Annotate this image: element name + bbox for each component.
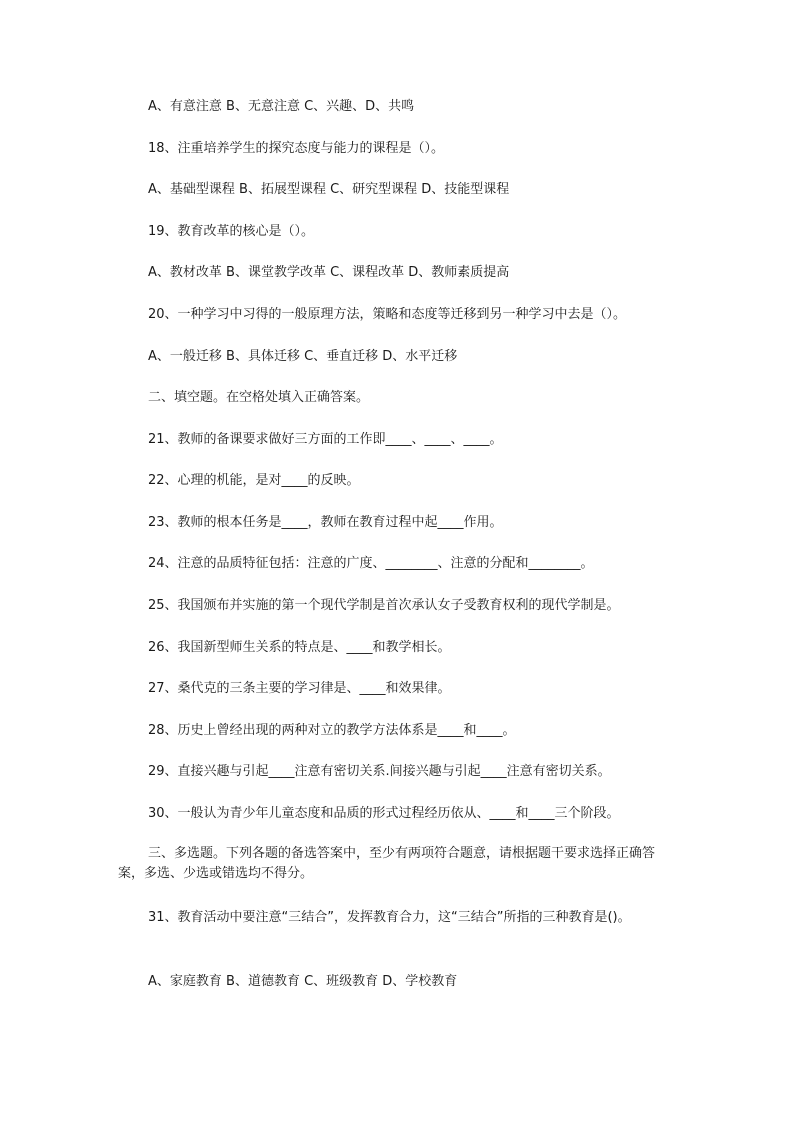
q27-question: 27、桑代克的三条主要的学习律是、____和效果律。 <box>148 681 451 696</box>
q17-options: A、有意注意 B、无意注意 C、兴趣、D、共鸣 <box>148 99 415 114</box>
q20-question: 20、一种学习中习得的一般原理方法，策略和态度等迁移到另一种学习中去是（）。 <box>148 307 627 322</box>
q19-question: 19、教育改革的核心是（）。 <box>148 224 315 239</box>
q26-question: 26、我国新型师生关系的特点是、____和教学相长。 <box>148 640 451 655</box>
q21-question: 21、教师的备课要求做好三方面的工作即____、____、____。 <box>148 432 503 447</box>
q24-question: 24、注意的品质特征包括：注意的广度、________、注意的分配和________。 <box>148 556 594 571</box>
section-3-heading: 三、多选题。下列各题的备选答案中，至少有两项符合题意，请根据题干要求选择正确答案，多选、少选或错选均不得分。 <box>118 846 656 881</box>
q31-options: A、家庭教育 B、道德教育 C、班级教育 D、学校教育 <box>148 974 458 989</box>
q22-question: 22、心理的机能，是对____的反映。 <box>148 473 360 488</box>
q29-question: 29、直接兴趣与引起____注意有密切关系.间接兴趣与引起____注意有密切关系。 <box>148 764 611 779</box>
q28-question: 28、历史上曾经出现的两种对立的教学方法体系是____和____。 <box>148 723 516 738</box>
q31-question: 31、教育活动中要注意“三结合”，发挥教育合力，这“三结合”所指的三种教育是()。 <box>148 910 631 925</box>
q23-question: 23、教师的根本任务是____，教师在教育过程中起____作用。 <box>148 515 503 530</box>
q18-options: A、基础型课程 B、拓展型课程 C、研究型课程 D、技能型课程 <box>148 182 510 197</box>
q19-options: A、教材改革 B、课堂教学改革 C、课程改革 D、教师素质提高 <box>148 265 510 280</box>
section-2-heading: 二、填空题。在空格处填入正确答案。 <box>148 390 370 405</box>
q25-question: 25、我国颁布并实施的第一个现代学制是首次承认女子受教育权利的现代学制是。 <box>148 598 620 613</box>
q18-question: 18、注重培养学生的探究态度与能力的课程是（）。 <box>148 141 445 156</box>
q20-options: A、一般迁移 B、具体迁移 C、垂直迁移 D、水平迁移 <box>148 349 458 364</box>
q30-question: 30、一般认为青少年儿童态度和品质的形式过程经历依从、____和____三个阶段。 <box>148 806 620 821</box>
